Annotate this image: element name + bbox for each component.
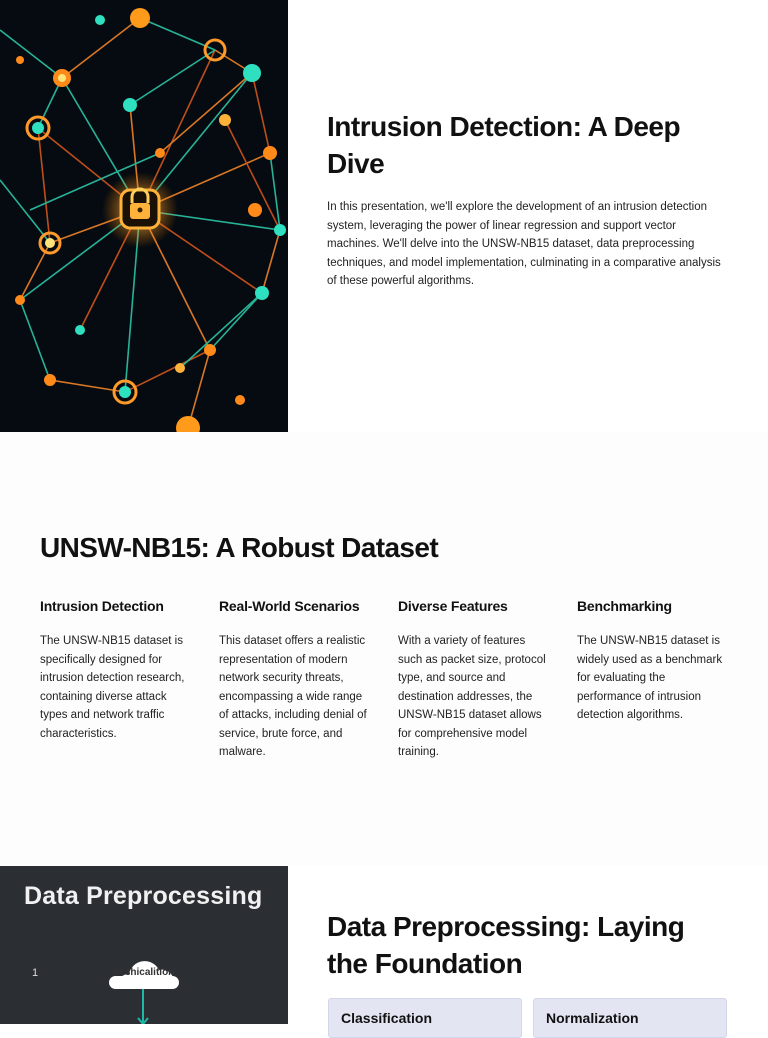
slide-intro <box>0 0 768 432</box>
data-preprocessing-image <box>0 866 288 1024</box>
slide-dataset <box>0 432 768 866</box>
slide-preprocessing-title: Data Preprocessing: Laying the Foundation <box>327 911 685 979</box>
feature-heading: Intrusion Detection <box>40 598 164 614</box>
feature-text: The UNSW-NB15 dataset is specifically designed for intrusion detection research, containing diverse attack types and network traffic characteristics. <box>40 635 185 740</box>
feature-column-real-world-scenarios <box>219 598 369 762</box>
image-title: Data Preprocessing <box>24 882 263 910</box>
card-classification <box>328 998 522 1038</box>
padlock-icon <box>121 189 159 228</box>
feature-column-intrusion-detection <box>40 598 190 743</box>
card-label: Normalization <box>546 1010 639 1026</box>
slide-dataset-title: UNSW-NB15: A Robust Dataset <box>40 532 439 563</box>
slide-intro-body: In this presentation, we'll explore the development of an intrusion detection system, leveraging the power of linear regression and support vector machines. We'll delve into the UNSW-NB15 dataset, data preprocessing techniques, and model implementation, culminating in a comparative analysis of these powerful algorithms. <box>327 201 721 287</box>
cloud-icon <box>103 946 185 1024</box>
feature-column-diverse-features <box>398 598 548 762</box>
cloud-label: ceshicalition <box>113 967 175 978</box>
feature-column-benchmarking <box>577 598 727 725</box>
feature-text: The UNSW-NB15 dataset is widely used as a benchmark for evaluating the performance of intrusion detection algorithms. <box>577 635 723 721</box>
slide-intro-title: Intrusion Detection: A Deep Dive <box>327 111 681 179</box>
feature-text: This dataset offers a realistic representation of modern network security threats, encompassing a wide range of attacks, including denial of service, brute force, and malware. <box>219 635 367 758</box>
card-label: Classification <box>341 1010 433 1026</box>
card-normalization <box>533 998 727 1038</box>
feature-heading: Real-World Scenarios <box>219 598 360 614</box>
network-lock-image <box>0 0 288 432</box>
step-number: 1 <box>32 967 39 979</box>
feature-heading: Diverse Features <box>398 598 508 614</box>
slide-preprocessing <box>0 866 768 1024</box>
feature-text: With a variety of features such as packet size, protocol type, and source and destination addresses, the UNSW-NB15 dataset allows for comprehensive model training. <box>398 635 546 758</box>
feature-heading: Benchmarking <box>577 598 672 614</box>
